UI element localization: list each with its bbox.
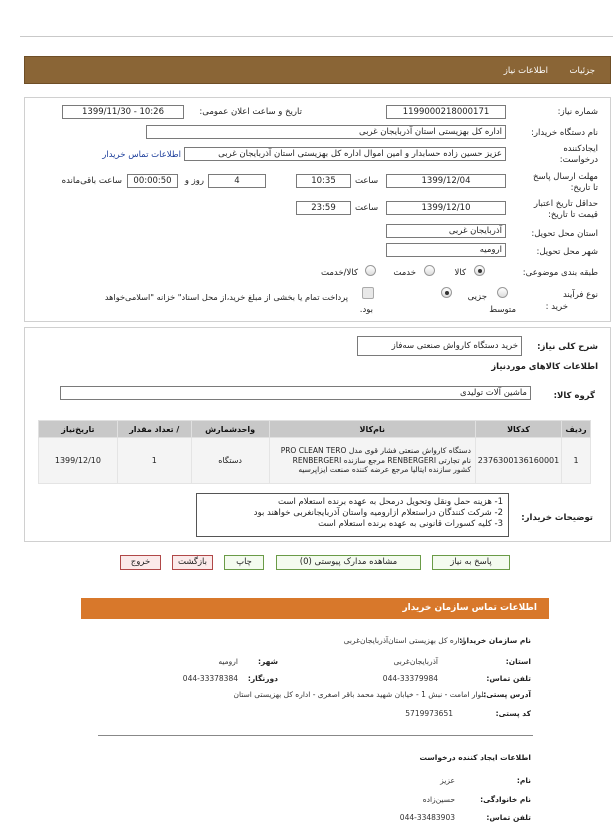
exit-button[interactable]: خروج xyxy=(120,555,161,570)
need-number-field: 1199000218000171 xyxy=(386,105,506,119)
process-radio-medium[interactable] xyxy=(441,287,452,298)
cell-qty: 1 xyxy=(117,438,191,484)
cell-unit: دستگاه xyxy=(191,438,269,484)
contact-city-value: ارومیه xyxy=(218,657,238,666)
requester-name-label: نام: xyxy=(516,776,531,785)
contact-divider xyxy=(98,735,533,736)
buyer-field: اداره کل بهزیستی استان آذربایجان غربی xyxy=(146,125,506,139)
items-table xyxy=(38,420,591,484)
contact-org-value: اداره کل بهزیستی استان‌آذربایجان‌غربی xyxy=(343,636,465,645)
buyer-contact-link[interactable]: اطلاعات تماس خریدار xyxy=(102,150,181,160)
need-number-label: شماره نیاز: xyxy=(557,107,598,117)
requester-title: اطلاعات ایجاد کننده درخواست xyxy=(419,753,531,762)
table-row xyxy=(39,438,591,484)
reply-button[interactable]: پاسخ به نیاز xyxy=(432,555,510,570)
contact-phone-value: 044-33379984 xyxy=(382,674,438,683)
general-desc-label: شرح کلی نیاز: xyxy=(537,342,598,352)
table-header-row xyxy=(39,421,591,438)
treasury-checkbox[interactable] xyxy=(362,287,374,299)
col-row: ردیف xyxy=(562,421,591,438)
days-label: روز و xyxy=(184,176,204,186)
category-option-service: خدمت xyxy=(393,268,416,278)
payment-note: پرداخت تمام یا بخشی از مبلغ خرید،از محل اسناد" خزانه "اسلامی‌خواهد xyxy=(104,292,348,302)
contact-province-label: استان: xyxy=(505,657,531,666)
page-header xyxy=(24,56,611,84)
cell-code: 2376300136160001 xyxy=(476,438,562,484)
requester-name-value: عزیز xyxy=(440,776,455,785)
creator-label-2: درخواست: xyxy=(559,155,598,165)
cell-row: 1 xyxy=(562,438,591,484)
contact-org-label: نام سازمان خریدار: xyxy=(459,636,531,645)
contact-address-label: آدرس پستی: xyxy=(483,690,531,699)
category-radio-both[interactable] xyxy=(365,265,376,276)
items-title: اطلاعات کالاهای موردنیاز xyxy=(491,362,598,372)
process-label-2: خرید : xyxy=(545,302,568,312)
buyer-note-line-3: 3- کلیه کسورات قانونی به عهده برنده استعلام است xyxy=(318,519,503,529)
buyer-notes-label: توضیحات خریدار: xyxy=(521,513,593,523)
send-deadline-label: مهلت ارسال پاسخ xyxy=(533,172,598,182)
requester-phone-value: 044-33483903 xyxy=(399,813,455,822)
buyer-label: نام دستگاه خریدار: xyxy=(531,128,598,138)
cell-name: دستگاه کارواش صنعتی فشار قوی مدل PRO CLEAN TERO نام تجارتی RENBERGERI مرجع سازنده RENBERGERI کشور سازنده ایتالیا مرجع عرضه کننده صنعت ایزاپرسیه xyxy=(269,438,475,484)
city-label: شهر محل تحویل: xyxy=(536,247,598,257)
announce-field: 1399/11/30 - 10:26 xyxy=(62,105,184,119)
contact-city-label: شهر: xyxy=(258,657,278,666)
contact-postal-label: کد پستی: xyxy=(495,709,531,718)
requester-phone-label: تلفن تماس: xyxy=(486,813,531,822)
tab-details[interactable]: جزئیات xyxy=(569,66,595,76)
validity-time-field: 23:59 xyxy=(296,201,351,215)
attachments-button[interactable]: مشاهده مدارک پیوستی (0) xyxy=(276,555,421,570)
creator-field: عزیز حسین زاده حسابدار و امین اموال اداره کل بهزیستی استان آذربایجان غربی xyxy=(184,147,506,161)
city-field: ارومیه xyxy=(386,243,506,257)
contact-phone-label: تلفن تماس: xyxy=(486,674,531,683)
category-radio-service[interactable] xyxy=(424,265,435,276)
category-label: طبقه بندی موضوعی: xyxy=(522,268,598,278)
contact-title: اطلاعات تماس سازمان خریدار xyxy=(402,603,537,613)
contact-province-value: آذربایجان‌غربی xyxy=(393,657,438,666)
col-date: تاریخ‌نیاز xyxy=(39,421,118,438)
send-deadline-label-2: تا تاریخ: xyxy=(570,183,598,193)
category-option-goods: کالا xyxy=(454,268,466,278)
process-option-medium: متوسط xyxy=(489,305,516,315)
col-qty: تعداد مقدار / xyxy=(117,421,191,438)
remaining-field: 00:00:50 xyxy=(127,174,178,188)
group-field: ماشین آلات تولیدی xyxy=(60,386,531,400)
announce-label: تاریخ و ساعت اعلان عمومی: xyxy=(199,107,302,117)
group-label: گروه کالا: xyxy=(553,391,595,401)
send-time-field: 10:35 xyxy=(296,174,351,188)
general-desc-field: خرید دستگاه کارواش صنعتی سه‌فاز xyxy=(357,336,522,356)
contact-address-value: بلوار امامت - نبش 1 - خیابان شهید محمد باقر اصغری - اداره کل بهزیستی استان xyxy=(233,690,486,699)
remaining-label: ساعت باقی‌مانده xyxy=(61,176,122,186)
validity-label-2: قیمت تا تاریخ: xyxy=(547,210,598,220)
requester-family-label: نام خانوادگی: xyxy=(480,795,531,804)
buyer-note-line-1: 1- هزینه حمل ونقل وتحویل درمحل به عهده برنده استعلام است xyxy=(278,497,503,507)
requester-family-value: حسین‌زاده xyxy=(422,795,455,804)
category-radio-goods[interactable] xyxy=(474,265,485,276)
category-option-both: کالا/خدمت xyxy=(321,268,358,278)
buyer-note-line-2: 2- شرکت کنندگان دراستعلام ازارومیه واستان آذربایجانغربی خواهند بود xyxy=(253,508,503,518)
send-date-field: 1399/12/04 xyxy=(386,174,506,188)
back-button[interactable]: بازگشت xyxy=(172,555,213,570)
province-field: آذربایجان غربی xyxy=(386,224,506,238)
payment-note-2: بود. xyxy=(359,305,373,315)
province-label: استان محل تحویل: xyxy=(531,229,598,239)
contact-fax-label: دورنگار: xyxy=(247,674,278,683)
top-divider xyxy=(20,36,613,37)
print-button[interactable]: چاپ xyxy=(224,555,264,570)
validity-time-label: ساعت xyxy=(355,203,379,213)
buyer-notes-box xyxy=(196,493,509,537)
creator-label: ایجادکننده xyxy=(563,144,598,154)
validity-date-field: 1399/12/10 xyxy=(386,201,506,215)
process-label: نوع فرآیند xyxy=(562,290,598,300)
days-field: 4 xyxy=(208,174,266,188)
tab-need-info[interactable]: اطلاعات نیاز xyxy=(503,66,548,76)
validity-label: حداقل تاریخ اعتبار xyxy=(533,199,598,209)
contact-header xyxy=(81,598,549,619)
col-code: کدکالا xyxy=(476,421,562,438)
process-option-minor: جزیی xyxy=(467,292,487,302)
cell-date: 1399/12/10 xyxy=(39,438,118,484)
contact-fax-value: 044-33378384 xyxy=(182,674,238,683)
send-time-label: ساعت xyxy=(355,176,379,186)
process-radio-minor[interactable] xyxy=(497,287,508,298)
col-unit: واحدشمارش xyxy=(191,421,269,438)
col-name: نام‌کالا xyxy=(269,421,475,438)
contact-postal-value: 5719973651 xyxy=(405,709,453,718)
